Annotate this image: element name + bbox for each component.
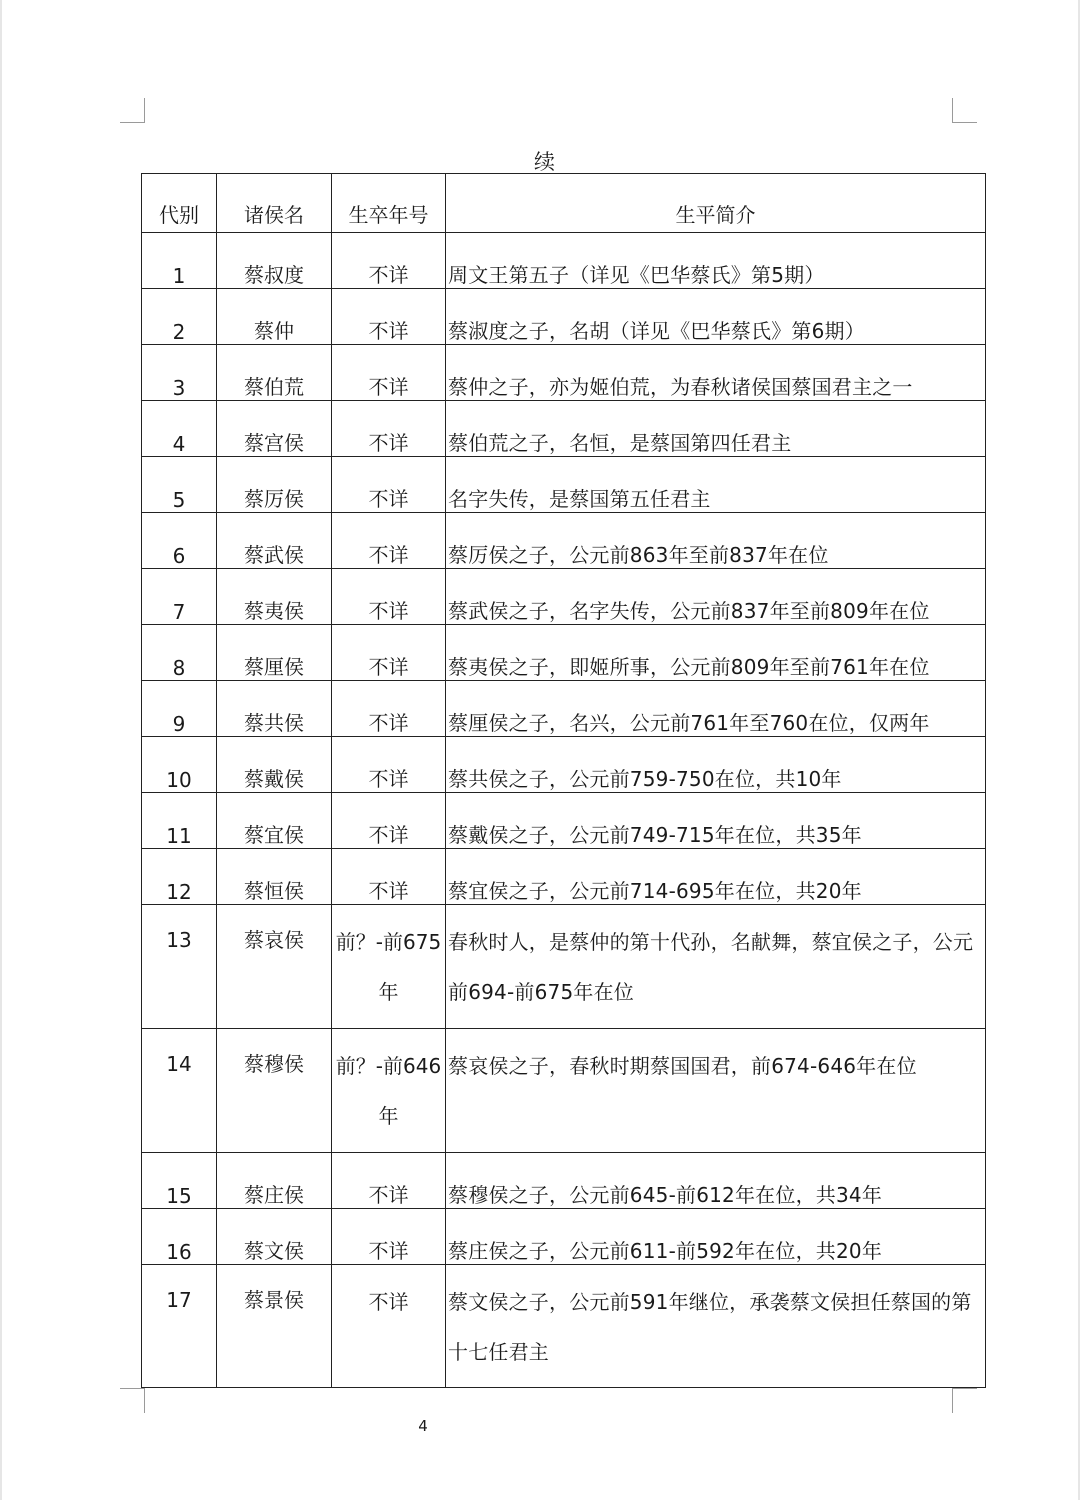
table-row — [142, 233, 986, 289]
cell-bio: 蔡淑度之子，名胡（详见《巴华蔡氏》第6期） — [446, 289, 986, 345]
table-row — [142, 905, 986, 1029]
cell-years: 不详 — [332, 1153, 446, 1209]
cell-years: 不详 — [332, 457, 446, 513]
table-row — [142, 625, 986, 681]
cell-generation: 13 — [142, 905, 217, 1029]
cell-years: 不详 — [332, 233, 446, 289]
cell-generation: 10 — [142, 737, 217, 793]
cell-generation: 5 — [142, 457, 217, 513]
header-name: 诸侯名 — [217, 174, 332, 233]
table-row — [142, 737, 986, 793]
table-row — [142, 1209, 986, 1265]
table-row — [142, 457, 986, 513]
cell-name: 蔡伯荒 — [217, 345, 332, 401]
table-row — [142, 849, 986, 905]
table-row — [142, 401, 986, 457]
cell-generation: 9 — [142, 681, 217, 737]
cell-generation: 6 — [142, 513, 217, 569]
page-number: 4 — [418, 1417, 428, 1435]
cell-bio: 名字失传，是蔡国第五任君主 — [446, 457, 986, 513]
cell-bio: 蔡共侯之子，公元前759-750在位，共10年 — [446, 737, 986, 793]
cell-name: 蔡宫侯 — [217, 401, 332, 457]
cell-bio: 春秋时人，是蔡仲的第十代孙，名献舞，蔡宜侯之子，公元前694-前675年在位 — [446, 905, 986, 1029]
crop-mark-bottom-left — [120, 1388, 145, 1413]
cell-name: 蔡哀侯 — [217, 905, 332, 1029]
table-row — [142, 289, 986, 345]
cell-name: 蔡宜侯 — [217, 793, 332, 849]
cell-bio: 蔡伯荒之子，名恒，是蔡国第四任君主 — [446, 401, 986, 457]
cell-generation: 3 — [142, 345, 217, 401]
cell-name: 蔡厘侯 — [217, 625, 332, 681]
cell-years: 不详 — [332, 569, 446, 625]
cell-generation: 7 — [142, 569, 217, 625]
cell-name: 蔡穆侯 — [217, 1029, 332, 1153]
cell-bio: 蔡文侯之子，公元前591年继位，承袭蔡文侯担任蔡国的第十七任君主 — [446, 1265, 986, 1388]
cell-years: 不详 — [332, 681, 446, 737]
cell-bio: 蔡宜侯之子，公元前714-695年在位，共20年 — [446, 849, 986, 905]
cell-bio: 蔡厉侯之子，公元前863年至前837年在位 — [446, 513, 986, 569]
table-row — [142, 345, 986, 401]
cell-generation: 14 — [142, 1029, 217, 1153]
genealogy-table — [141, 173, 986, 1388]
cell-bio: 蔡穆侯之子，公元前645-前612年在位，共34年 — [446, 1153, 986, 1209]
cell-bio: 蔡庄侯之子，公元前611-前592年在位，共20年 — [446, 1209, 986, 1265]
cell-bio: 蔡夷侯之子，即姬所事，公元前809年至前761年在位 — [446, 625, 986, 681]
table-row — [142, 569, 986, 625]
cell-name: 蔡文侯 — [217, 1209, 332, 1265]
cell-name: 蔡景侯 — [217, 1265, 332, 1388]
cell-years: 前？-前646年 — [332, 1029, 446, 1153]
table-row — [142, 1265, 986, 1388]
cell-generation: 11 — [142, 793, 217, 849]
cell-generation: 2 — [142, 289, 217, 345]
cell-generation: 16 — [142, 1209, 217, 1265]
cell-name: 蔡恒侯 — [217, 849, 332, 905]
table-row — [142, 793, 986, 849]
table-caption: 续 — [534, 150, 556, 174]
cell-years: 不详 — [332, 1209, 446, 1265]
cell-name: 蔡共侯 — [217, 681, 332, 737]
cell-generation: 1 — [142, 233, 217, 289]
crop-mark-bottom-right — [952, 1388, 977, 1413]
cell-bio: 蔡戴侯之子，公元前749-715年在位，共35年 — [446, 793, 986, 849]
cell-name: 蔡仲 — [217, 289, 332, 345]
cell-name: 蔡厉侯 — [217, 457, 332, 513]
cell-years: 不详 — [332, 849, 446, 905]
crop-mark-top-right — [952, 98, 977, 123]
table-row — [142, 1153, 986, 1209]
cell-years: 不详 — [332, 1265, 446, 1388]
cell-generation: 17 — [142, 1265, 217, 1388]
cell-generation: 12 — [142, 849, 217, 905]
cell-years: 不详 — [332, 401, 446, 457]
cell-bio: 蔡厘侯之子，名兴，公元前761年至760在位，仅两年 — [446, 681, 986, 737]
table-row — [142, 681, 986, 737]
cell-bio: 蔡哀侯之子，春秋时期蔡国国君，前674-646年在位 — [446, 1029, 986, 1153]
header-bio: 生平简介 — [446, 174, 986, 233]
cell-years: 不详 — [332, 513, 446, 569]
header-years: 生卒年号 — [332, 174, 446, 233]
cell-years: 不详 — [332, 737, 446, 793]
cell-years: 不详 — [332, 345, 446, 401]
cell-generation: 15 — [142, 1153, 217, 1209]
crop-mark-top-left — [120, 98, 145, 123]
cell-name: 蔡武侯 — [217, 513, 332, 569]
cell-bio: 蔡武侯之子，名字失传，公元前837年至前809年在位 — [446, 569, 986, 625]
cell-name: 蔡叔度 — [217, 233, 332, 289]
cell-years: 不详 — [332, 793, 446, 849]
cell-generation: 4 — [142, 401, 217, 457]
cell-bio: 周文王第五子（详见《巴华蔡氏》第5期） — [446, 233, 986, 289]
cell-generation: 8 — [142, 625, 217, 681]
cell-years: 不详 — [332, 625, 446, 681]
table-row — [142, 1029, 986, 1153]
table-row — [142, 513, 986, 569]
cell-bio: 蔡仲之子，亦为姬伯荒，为春秋诸侯国蔡国君主之一 — [446, 345, 986, 401]
cell-name: 蔡庄侯 — [217, 1153, 332, 1209]
cell-years: 不详 — [332, 289, 446, 345]
table-header-row — [142, 174, 986, 233]
cell-years: 前？-前675年 — [332, 905, 446, 1029]
header-generation: 代别 — [142, 174, 217, 233]
cell-name: 蔡戴侯 — [217, 737, 332, 793]
cell-name: 蔡夷侯 — [217, 569, 332, 625]
